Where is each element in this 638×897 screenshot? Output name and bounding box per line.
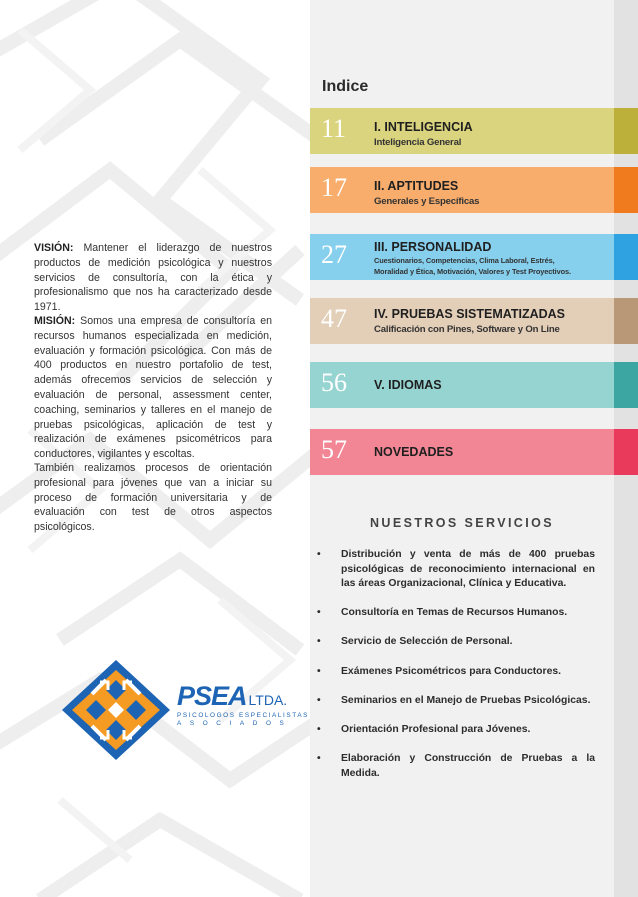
psea-logo-icon [62,660,170,765]
brand-title [177,681,309,712]
servicios-title: NUESTROS SERVICIOS [370,516,554,530]
index-page-number: 27 [321,240,347,269]
index-item-novedades [310,429,638,475]
bullet-icon: • [317,636,321,647]
index-page-number: 57 [321,435,347,464]
service-text: Exámenes Psicométricos para Conductores. [341,666,562,677]
vision-text: Mantener el liderazgo de nuestros productos de medición psicológica y nuestros servicios de consultoría, con la ética y profesionalismo que nos ha caracterizado desde 1971. [34,242,272,314]
mision-text: Somos una empresa de consultoría en recursos humanos especializada en medición, evaluación y formación psicológica. Con más de 400 productos en nuestro portafolio de test, además ofrecemos servicios de selección y evaluación de personal, assessment center, coaching, seminarios y talleres en el manejo de pruebas psicológicas, aplicación de test y realización de exámenes psicométricos para conductores, vigilantes y escoltas. [34,315,272,461]
mision-paragraph [34,314,272,462]
index-item-sistematizadas [310,298,638,344]
brand-subtitle-2: ASOCIADOS [177,720,293,727]
mision-label: MISIÓN: [34,315,76,327]
index-color-tab [614,362,638,408]
service-text: Orientación Profesional para Jóvenes. [341,724,531,735]
list-item [315,606,595,621]
brand-name: PSEA [177,681,247,711]
list-item [315,694,595,709]
index-sublabel: Calificación con Pines, Software y On Line [374,324,560,335]
index-page-number: 47 [321,304,347,333]
index-item-personalidad [310,234,638,280]
index-item-idiomas [310,362,638,408]
bullet-icon: • [317,549,321,560]
brand-suffix: LTDA. [248,692,288,708]
index-sublabel: Cuestionarios, Competencias, Clima Laboral, Estrés, [374,256,555,265]
index-label: NOVEDADES [374,445,454,459]
index-color-tab [614,429,638,475]
index-label: IV. PRUEBAS SISTEMATIZADAS [374,307,565,321]
list-item [315,665,595,680]
bullet-icon: • [317,607,321,618]
brand-subtitle-1: PSICOLOGOS ESPECIALISTAS [177,712,310,719]
list-item [315,723,595,738]
index-page-number: 17 [321,173,347,202]
service-text: Servicio de Selección de Personal. [341,636,513,647]
service-text: Consultoría en Temas de Recursos Humanos. [341,607,568,618]
index-sublabel: Inteligencia General [374,137,462,148]
bullet-icon: • [317,666,321,677]
list-item [315,635,595,650]
vision-paragraph [34,241,272,315]
index-item-inteligencia [310,108,638,154]
vision-label: VISIÓN: [34,242,74,254]
index-page-number: 11 [321,114,347,143]
list-item [315,548,595,592]
service-text: Seminarios en el Manejo de Pruebas Psicológicas. [341,695,591,706]
index-page-number: 56 [321,368,347,397]
brand-block [177,681,309,727]
orientacion-paragraph: También realizamos procesos de orientación profesional para jóvenes que van a iniciar su proceso de formación universitaria y de evaluación con test de otros aspectos psicológicos. [34,462,272,534]
index-color-tab [614,108,638,154]
index-color-tab [614,234,638,280]
index-label: V. IDIOMAS [374,378,442,392]
bullet-icon: • [317,753,321,764]
logo-mark-graphic [62,660,170,760]
index-color-tab [614,298,638,344]
service-text: Elaboración y Construcción de Pruebas a la Medida. [341,753,595,779]
bullet-icon: • [317,695,321,706]
index-item-aptitudes [310,167,638,213]
index-sublabel: Generales y Específicas [374,196,480,207]
index-label: III. PERSONALIDAD [374,240,492,254]
index-sublabel-2: Moralidad y Ética, Motivación, Valores y Test Proyectivos. [374,267,571,276]
index-color-tab [614,167,638,213]
service-text: Distribución y venta de más de 400 pruebas psicológicas de reconocimiento internacional en las áreas Organizacional, Clínica y Educativa. [341,549,595,590]
index-label: II. APTITUDES [374,179,459,193]
indice-title: Indice [322,78,369,95]
list-item [315,752,595,781]
bullet-icon: • [317,724,321,735]
index-label: I. INTELIGENCIA [374,120,473,134]
